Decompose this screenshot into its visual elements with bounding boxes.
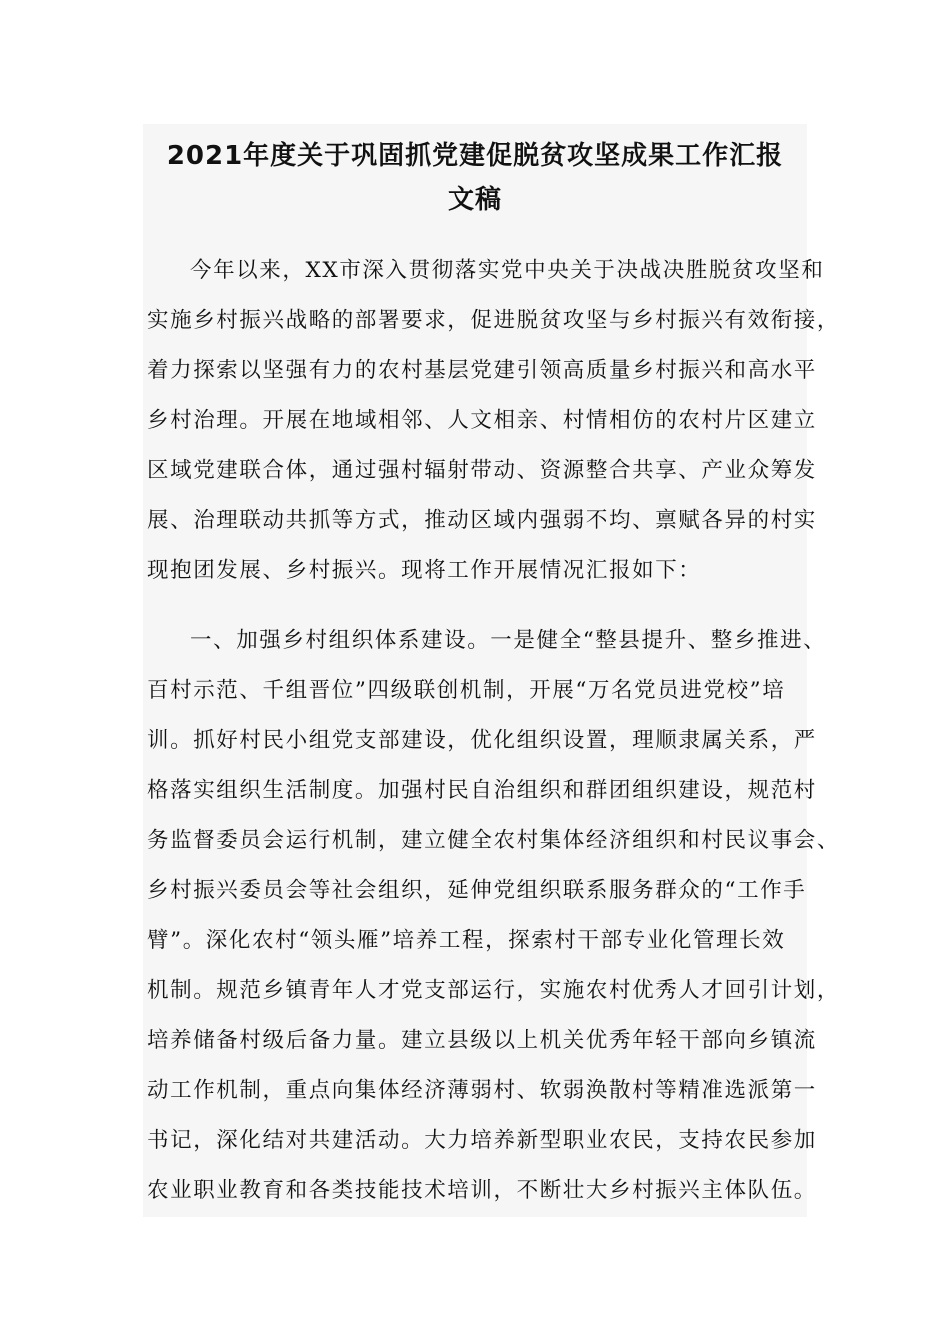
paragraph-2-line: 乡村振兴委员会等社会组织，延伸党组织联系服务群众的“工作手: [147, 878, 807, 903]
paragraph-2-line: 务监督委员会运行机制，建立健全农村集体经济组织和村民议事会、: [147, 828, 841, 853]
paragraph-2-line: 一、加强乡村组织体系建设。一是健全“整县提升、整乡推进、: [190, 628, 827, 653]
paragraph-2-line: 农业职业教育和各类技能技术培训，不断壮大乡村振兴主体队伍。: [147, 1178, 817, 1203]
paragraph-1-line: 展、治理联动共抓等方式，推动区域内强弱不均、禀赋各异的村实: [147, 508, 817, 533]
document-title-line-2: 文稿: [447, 185, 502, 215]
paragraph-1-line: 乡村治理。开展在地域相邻、人文相亲、村情相仿的农村片区建立: [147, 408, 817, 433]
paragraph-2-line: 训。抓好村民小组党支部建设，优化组织设置，理顺隶属关系，严: [147, 728, 817, 753]
paragraph-1-line: 实施乡村振兴战略的部署要求，促进脱贫攻坚与乡村振兴有效衔接，: [147, 308, 841, 333]
paragraph-2-line: 百村示范、千组晋位”四级联创机制，开展“万名党员进党校”培: [147, 678, 786, 703]
paragraph-2-line: 臂”。深化农村“领头雁”培养工程，探索村干部专业化管理长效: [147, 928, 786, 953]
document-title-line-1: 2021年度关于巩固抓党建促脱贫攻坚成果工作汇报: [166, 141, 784, 171]
paragraph-2-line: 动工作机制，重点向集体经济薄弱村、软弱涣散村等精准选派第一: [147, 1078, 817, 1103]
paragraph-2-line: 培养储备村级后备力量。建立县级以上机关优秀年轻干部向乡镇流: [147, 1028, 817, 1053]
paragraph-1-line: 区域党建联合体，通过强村辐射带动、资源整合共享、产业众筹发: [147, 458, 817, 483]
paragraph-1-line: 现抱团发展、乡村振兴。现将工作开展情况汇报如下：: [147, 558, 702, 583]
paragraph-2-line: 机制。规范乡镇青年人才党支部运行，实施农村优秀人才回引计划，: [147, 978, 841, 1003]
paragraph-2-line: 书记，深化结对共建活动。大力培养新型职业农民，支持农民参加: [147, 1128, 817, 1153]
paragraph-2-line: 格落实组织生活制度。加强村民自治组织和群团组织建设，规范村: [147, 778, 817, 803]
paragraph-1-line: 今年以来，XX市深入贯彻落实党中央关于决战决胜脱贫攻坚和: [190, 258, 825, 283]
paragraph-1-line: 着力探索以坚强有力的农村基层党建引领高质量乡村振兴和高水平: [147, 358, 817, 383]
